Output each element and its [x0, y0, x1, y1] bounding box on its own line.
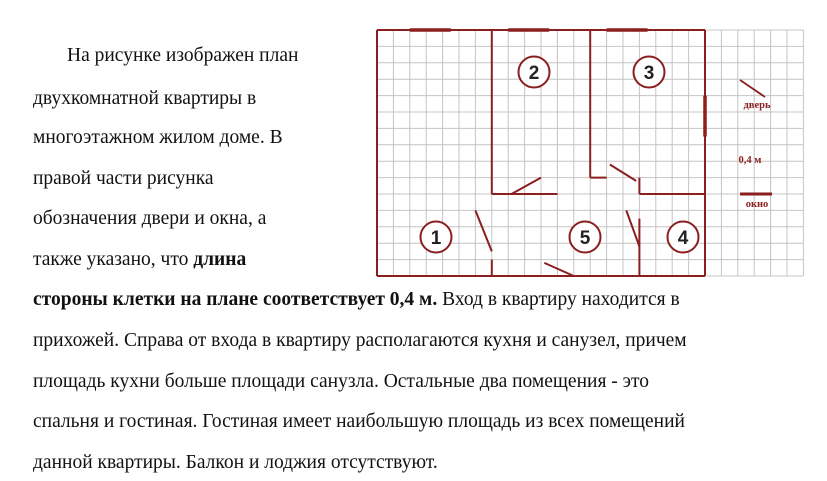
room-label-2 [519, 57, 550, 88]
legend-cell-size-label: 0,4 м [738, 155, 762, 166]
paragraph-line-5: обозначения двери и окна, а [33, 208, 267, 229]
door-symbol [511, 178, 541, 194]
room-label-3 [634, 57, 665, 88]
svg-text:1: 1 [430, 228, 442, 249]
svg-text:5: 5 [579, 228, 591, 249]
line-6-bold: длина [193, 249, 247, 270]
paragraph-line-11: данной квартиры. Балкон и лоджия отсутствуют. [33, 452, 438, 473]
paragraph-line-4: правой части рисунка [33, 168, 214, 189]
legend-door-label: дверь [743, 100, 771, 111]
room-label-5 [570, 222, 601, 253]
paragraph-line-3: многоэтажном жилом доме. В [33, 127, 283, 148]
paragraph-line-9: площадь кухни больше площади санузла. Остальные два помещения - это [33, 371, 650, 392]
line-6-plain: также указано, что [33, 249, 194, 270]
paragraph-line-10: спальня и гостиная. Гостиная имеет наибольшую площадь из всех помещений [33, 411, 685, 432]
line-7-plain: Вход в квартиру находится в [437, 289, 680, 310]
door-symbol [475, 210, 491, 251]
door-symbol [626, 210, 639, 246]
door-symbol [544, 263, 574, 276]
room-label-4 [668, 222, 699, 253]
svg-text:2: 2 [528, 63, 540, 84]
paragraph-line-2: двухкомнатной квартиры в [33, 88, 257, 109]
line-7-bold: стороны клетки на плане соответствует 0,4 м. [33, 289, 438, 310]
legend-window-label: окно [745, 199, 769, 210]
paragraph-line-1: На рисунке изображен план [67, 45, 299, 66]
paragraph-line-8: прихожей. Справа от входа в квартиру располагаются кухня и санузел, причем [33, 330, 687, 351]
svg-text:4: 4 [677, 228, 689, 249]
svg-text:3: 3 [643, 63, 655, 84]
legend-door-symbol [740, 80, 765, 97]
room-label-1 [421, 222, 452, 253]
